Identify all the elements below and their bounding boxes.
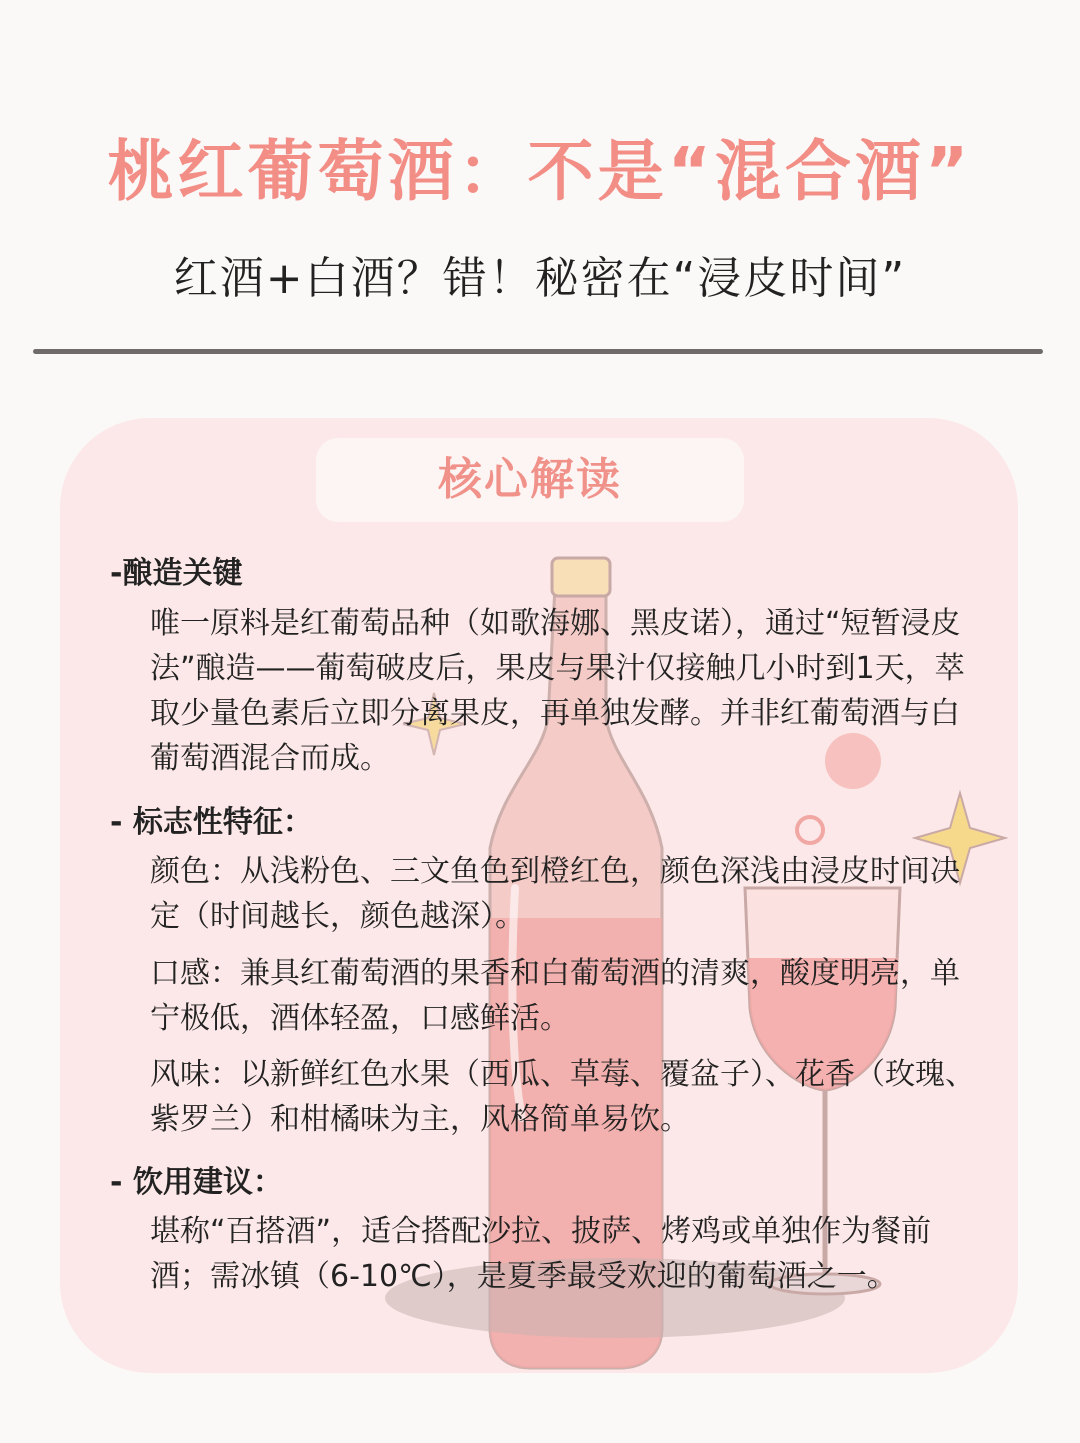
paragraph-flavor: 风味：以新鲜红色水果（西瓜、草莓、覆盆子）、花香（玫瑰、紫罗兰）和柑橘味为主，风格简单易饮。	[150, 1057, 975, 1137]
divider	[33, 349, 1043, 354]
section-heading-serving: - 饮用建议：	[110, 1165, 283, 1200]
paragraph-brewing: 唯一原料是红葡萄品种（如歌海娜、黑皮诺），通过“短暂浸皮法”酿造——葡萄破皮后，果皮与果汁仅接触几小时到1天，萃取少量色素后立即分离果皮，再单独发酵。并非红葡萄酒与白葡萄酒混合而成。	[150, 606, 965, 776]
paragraph-taste: 口感：兼具红葡萄酒的果香和白葡萄酒的清爽，酸度明亮，单宁极低，酒体轻盈，口感鲜活。	[150, 956, 960, 1036]
paragraph-serving: 堪称“百搭酒”，适合搭配沙拉、披萨、烤鸡或单独作为餐前酒；需冰镇（6-10℃），是夏季最受欢迎的葡萄酒之一。	[150, 1214, 932, 1294]
section-badge: 核心解读	[316, 438, 744, 522]
section-heading-brewing: -酿造关键	[110, 556, 243, 591]
section-heading-features: - 标志性特征：	[110, 805, 313, 840]
page-title: 桃红葡萄酒：不是“混合酒”	[107, 133, 973, 210]
paragraph-color: 颜色：从浅粉色、三文鱼色到橙红色，颜色深浅由浸皮时间决定（时间越长，颜色越深）。	[150, 854, 960, 934]
bubble-icon	[797, 817, 823, 843]
page-subtitle: 红酒+白酒？错！秘密在“浸皮时间”	[173, 253, 907, 304]
